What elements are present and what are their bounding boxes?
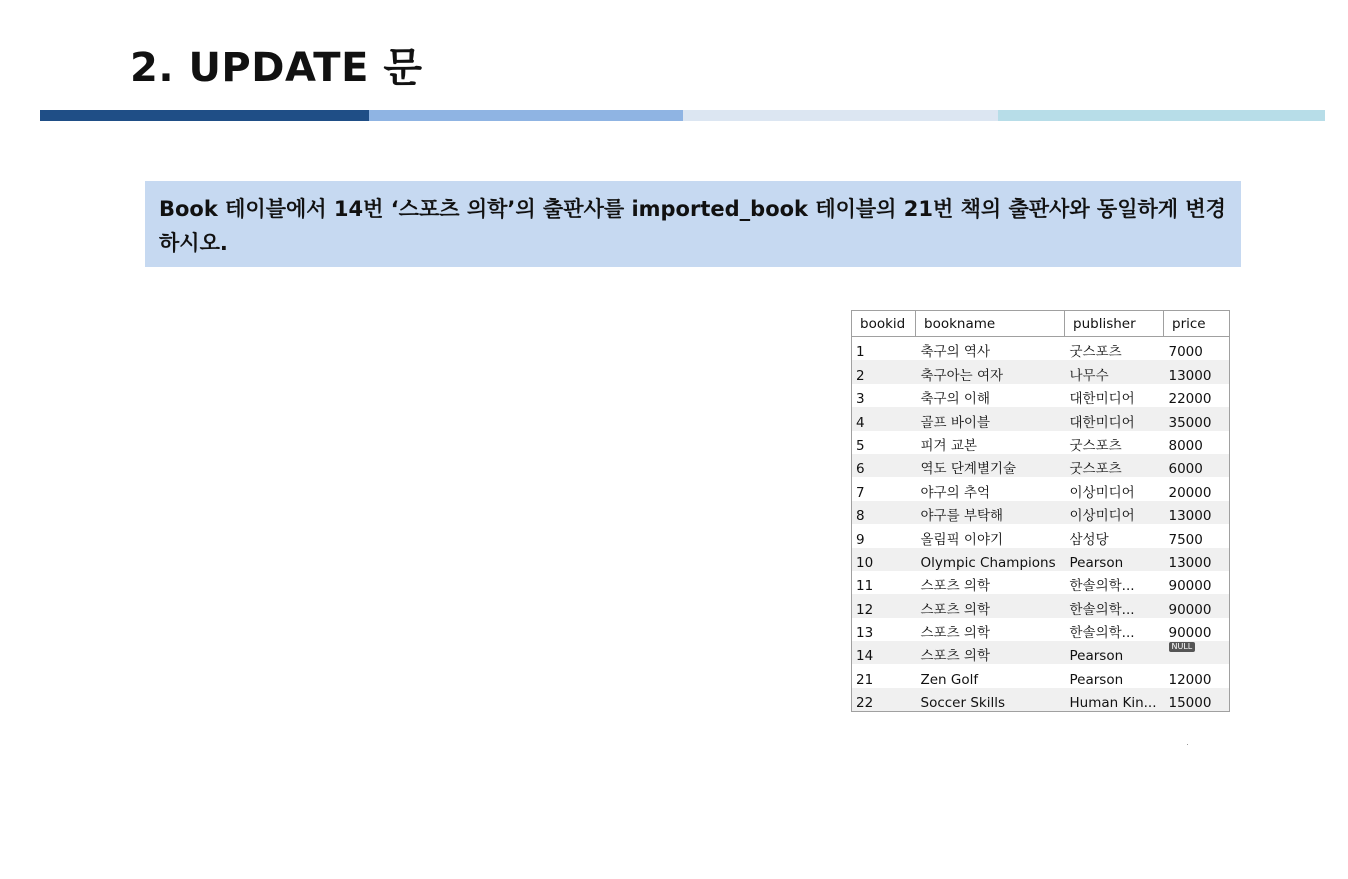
cell-price[interactable]: 90000 [1168,578,1212,595]
cell-bookname[interactable]: 스포츠 의학 [916,594,1065,617]
cell-price[interactable]: 35000 [1164,407,1230,430]
cell-bookid[interactable]: 7 [856,484,865,501]
column-header-bookname[interactable]: bookname [916,311,1065,337]
cell-publisher[interactable]: 이상미디어 [1069,484,1135,501]
cell-price[interactable]: 7500 [1168,531,1203,548]
cell-bookname[interactable]: 스포츠 의학 [916,641,1065,664]
column-header-bookid[interactable]: bookid [852,311,916,337]
cell-price[interactable]: 13000 [1164,501,1230,524]
table-row[interactable] [852,407,1230,430]
cell-publisher[interactable]: 한솔의학... [1069,625,1135,642]
query-result-table [851,310,1230,712]
cell-bookid[interactable]: 10 [852,548,916,571]
table-body [852,337,1230,712]
cell-publisher[interactable]: 대한미디어 [1065,407,1164,430]
cell-bookid[interactable]: 6 [852,454,916,477]
cell-publisher[interactable]: 굿스포츠 [1069,344,1122,361]
slide-title: 2. UPDATE 문 [130,45,423,91]
table-row[interactable] [852,384,1230,407]
cell-bookid[interactable]: 1 [856,344,865,361]
table-row[interactable] [852,454,1230,477]
cell-publisher[interactable]: 굿스포츠 [1065,454,1164,477]
cell-bookname[interactable]: 축구의 이해 [920,391,990,408]
cell-price[interactable]: 6000 [1164,454,1230,477]
cell-bookname[interactable]: 축구의 역사 [920,344,990,361]
table-row[interactable] [852,477,1230,500]
cell-bookname[interactable]: 야구를 부탁해 [916,501,1065,524]
cell-bookid[interactable]: 3 [856,391,865,408]
cell-publisher[interactable]: 한솔의학... [1069,578,1135,595]
table-row[interactable] [852,431,1230,454]
table-row[interactable] [852,618,1230,641]
column-header-publisher[interactable]: publisher [1065,311,1164,337]
cell-publisher[interactable]: 이상미디어 [1065,501,1164,524]
table-row[interactable] [852,571,1230,594]
cell-bookname[interactable]: 야구의 추억 [920,484,990,501]
cell-bookname[interactable]: 올림픽 이야기 [920,531,1004,548]
cell-publisher[interactable]: 한솔의학... [1065,594,1164,617]
divider-segment-4 [998,110,1325,121]
cell-bookid[interactable]: 12 [852,594,916,617]
cell-price[interactable]: 15000 [1164,688,1230,712]
cell-publisher[interactable]: Human Kin... [1065,688,1164,712]
cell-price[interactable]: 8000 [1168,437,1203,454]
cell-price[interactable]: 90000 [1168,625,1212,642]
divider-segment-3 [683,110,998,121]
cell-price[interactable]: 90000 [1164,594,1230,617]
cell-bookid[interactable]: 8 [852,501,916,524]
table-row[interactable] [852,501,1230,524]
divider-segment-2 [369,110,683,121]
null-badge: NULL [1169,642,1196,652]
cell-price[interactable]: 13000 [1164,548,1230,571]
cell-price[interactable]: 22000 [1168,391,1212,408]
question-box [145,181,1241,267]
cell-price[interactable] [1164,641,1230,664]
cell-price[interactable]: 7000 [1168,344,1203,361]
cell-bookname[interactable]: 역도 단계별기술 [916,454,1065,477]
cell-publisher[interactable]: Pearson [1065,641,1164,664]
cell-bookid[interactable]: 5 [856,437,865,454]
cell-bookid[interactable]: 9 [856,531,865,548]
cell-bookid[interactable]: 13 [856,625,874,642]
divider-segment-1 [40,110,369,121]
cell-price[interactable]: 13000 [1164,360,1230,383]
stray-dot [1187,744,1188,745]
cell-publisher[interactable]: Pearson [1069,671,1124,688]
table-header-row [852,311,1230,337]
question-text: Book 테이블에서 14번 ‘스포츠 의학’의 출판사를 imported_book 테이블의 21번 책의 출판사와 동일하게 변경하시오. [159,197,1226,255]
cell-publisher[interactable]: 굿스포츠 [1069,437,1122,454]
cell-bookname[interactable]: 축구아는 여자 [916,360,1065,383]
title-divider-bar [40,110,1325,121]
cell-bookname[interactable]: Soccer Skills [916,688,1065,712]
cell-bookid[interactable]: 4 [852,407,916,430]
cell-publisher[interactable]: Pearson [1065,548,1164,571]
cell-price[interactable]: 20000 [1168,484,1212,501]
column-header-price[interactable]: price [1164,311,1230,337]
cell-bookid[interactable]: 21 [856,671,874,688]
cell-bookid[interactable]: 11 [856,578,874,595]
cell-bookname[interactable]: 스포츠 의학 [920,625,990,642]
cell-bookid[interactable]: 22 [852,688,916,712]
table-row[interactable] [852,524,1230,547]
cell-publisher[interactable]: 대한미디어 [1069,391,1135,408]
table-row[interactable] [852,641,1230,664]
table-row[interactable] [852,664,1230,687]
cell-bookid[interactable]: 14 [852,641,916,664]
table-row[interactable] [852,337,1230,361]
cell-price[interactable]: 12000 [1168,671,1212,688]
cell-bookname[interactable]: 스포츠 의학 [920,578,990,595]
cell-publisher[interactable]: 삼성당 [1069,531,1109,548]
table-row[interactable] [852,594,1230,617]
cell-publisher[interactable]: 나무수 [1065,360,1164,383]
cell-bookname[interactable]: Zen Golf [920,671,979,688]
table-row[interactable] [852,548,1230,571]
table-row[interactable] [852,360,1230,383]
cell-bookname[interactable]: 골프 바이블 [916,407,1065,430]
cell-bookname[interactable]: 피겨 교본 [920,437,977,454]
cell-bookname[interactable]: Olympic Champions [916,548,1065,571]
cell-bookid[interactable]: 2 [852,360,916,383]
table-row[interactable] [852,688,1230,712]
